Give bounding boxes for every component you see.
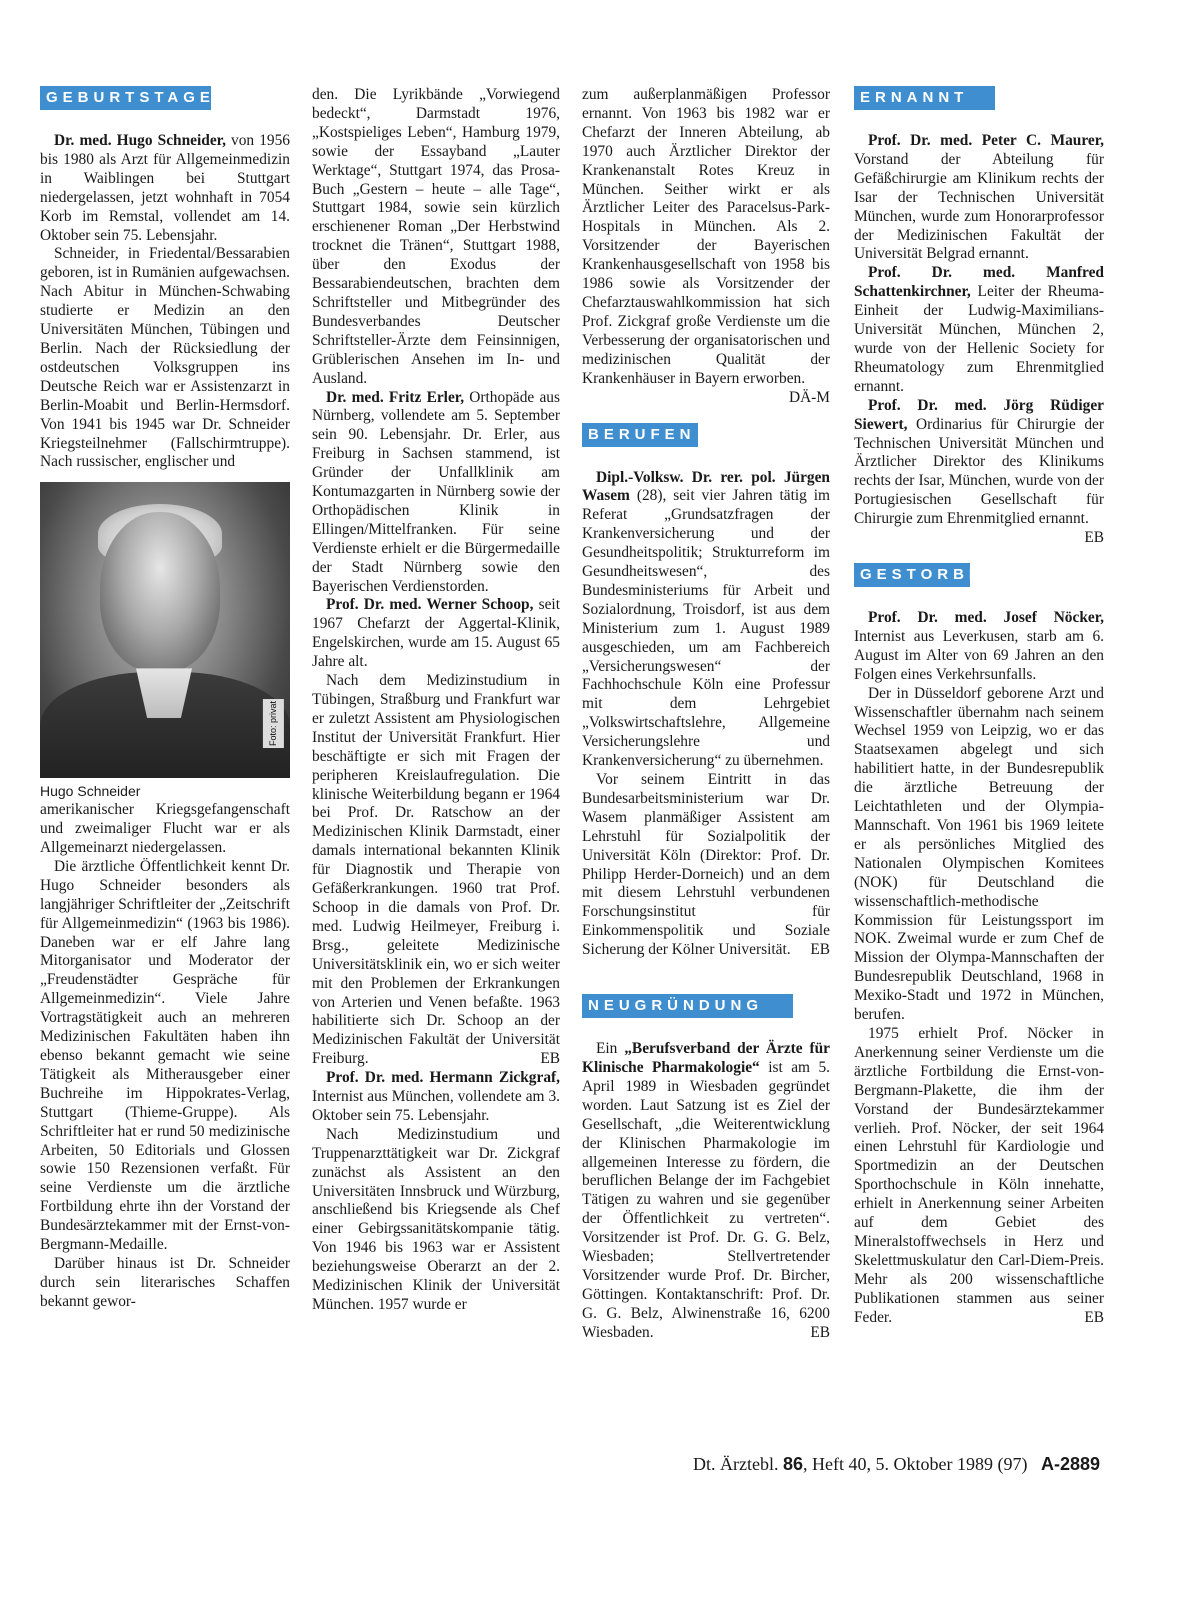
spacer — [582, 960, 830, 994]
person-name: Prof. Dr. med. Peter C. Maurer, — [868, 132, 1104, 149]
paragraph — [854, 1025, 1104, 1328]
photo-credit: Foto: privat — [263, 699, 284, 748]
paragraph: Nach Medizinstudium und Truppenarzttätigkeit war Dr. Zickgraf zunächst als Assistent an den Universitäten Innsbruck und Würzburg, anschließend bis Kriegsende als Chef einer Gebirgssanitätskompanie tätig. Von 1946 bis 1963 war er Assistent beziehungsweise Oberarzt an der 2. Medizinischen Klinik der Universität München. 1957 wurde er — [312, 1125, 560, 1313]
paragraph-text: Nach dem Medizinstudium in Tübingen, Straßburg und Frankfurt war er zuletzt Assistent am Physiologischen Institut der Universität Frankfurt. Hier beschäftigte er sich mit Fragen der peripheren Kreislaufregulation. Die klinische Weiterbildung begann er 1964 bei Prof. Dr. Ratschow an der Medizinischen Klinik Darmstadt, einer damals international bekannten Klinik für Diagnostik und Therapie von Gefäßerkrankungen. 1960 trat Prof. Schoop in die damals von Prof. Dr. med. Ludwig Heilmeyer, Freiburg i. Brsg., geleitete Medizinische Universitätsklinik ein, wo er sich weiter mit den Problemen der Erkrankungen von Arterien und Venen befaßte. 1963 habilitierte sich Dr. Schoop an der Medizinischen Fakultät der Universität Freiburg. — [312, 672, 560, 1068]
person-name: Dr. med. Hugo Schneider, — [54, 132, 226, 149]
paragraph: Der in Düsseldorf geborene Arzt und Wissenschaftler übernahm nach seinem Wechsel 1959 von Leipzig, wo er das Staatsexamen abgelegt und sich habilitiert hatte, in der Bundesrepublik die ärztliche Betreuung der Leichtathleten und der Olympia-Mannschaft. Von 1961 bis 1969 leitete er als persönliches Mitglied des Nationalen Olympischen Komitees (NOK) für Deutschland die wissenschaftlich-methodische Kommission für Leistungssport im NOK. Zweimal wurde er zum Chef de Mission der Olympa-Mannschaften der Bundesrepublik Deutschland, 1968 in Mexiko-Stadt und 1972 in München, berufen. — [854, 684, 1104, 1024]
person-name: Prof. Dr. med. Josef Nöcker, — [868, 609, 1104, 627]
paragraph — [40, 132, 290, 245]
paragraph: Schneider, in Friedental/Bessarabien geboren, ist in Rumänien aufgewachsen. Nach Abitur in München-Schwabing studierte er Medizin an den Universitäten München, Tübingen und Berlin. Nach der Rücksiedlung der ostdeutschen Volksgruppen ins Deutsche Reich war er Assistenzarzt in Berlin-Moabit und Berlin-Hermsdorf. Von 1941 bis 1945 war Dr. Schneider Kriegsteilnehmer (Fallschirmtruppe). Nach russischer, englischer und — [40, 245, 290, 471]
section-header-neugruendung: NEUGRÜNDUNG — [582, 994, 793, 1018]
paragraph-text: seit 1967 Chefarzt der Aggertal-Klinik, Engelskirchen, wurde am 15. August 65 Jahre alt. — [312, 596, 560, 671]
section-header-ernannt: ERNANNT — [854, 86, 995, 110]
author-signature: EB — [810, 1323, 830, 1341]
author-signature: EB — [540, 1050, 560, 1068]
paragraph — [582, 771, 830, 960]
paragraph — [582, 469, 830, 772]
person-name: Prof. Dr. med. Werner Schoop, — [326, 596, 534, 614]
paragraph — [854, 264, 1104, 396]
person-name: Prof. Dr. med. Manfred Schattenkirchner, — [854, 264, 1104, 301]
paragraph: amerikanischer Kriegsgefangenschaft und zweimaliger Flucht war er als Allgemeinarzt niedergelassen. — [40, 801, 290, 857]
author-signature: DÄ-M — [788, 388, 830, 406]
author-signature: EB — [1084, 529, 1104, 547]
paragraph — [312, 672, 560, 1069]
paragraph-text: 1975 erhielt Prof. Nöcker in Anerkennung seiner Verdienste um die ärztliche Fortbildung die Ernst-von-Bergmann-Plakette, die ihm der Vorstand der Bundesärztekammer verlieh. Prof. Nöcker, der seit 1964 einen Lehrstuhl für Kardiologie und Sportmedizin an der Deutschen Sporthochschule in Köln innehatte, erhielt in Anerkennung seiner Arbeiten auf dem Gebiet des Mineralstoffwechsels in Herz und Skelettmuskulatur den Carl-Diem-Preis. Mehr als 200 wissenschaftliche Publikationen stammen aus seiner Feder. — [854, 1024, 1104, 1326]
column-4 — [854, 86, 1104, 1327]
photo-caption: Hugo Schneider — [40, 783, 141, 800]
page-footer — [693, 1454, 1100, 1475]
paragraph: Darüber hinaus ist Dr. Schneider durch sein literarisches Schaffen bekannt gewor- — [40, 1254, 290, 1310]
person-name: Dipl.-Volksw. Dr. rer. pol. Jürgen Wasem — [582, 468, 830, 505]
portrait-photo — [40, 482, 290, 778]
paragraph-text: Internist aus München, vollendete am 3. Oktober sein 75. Lebensjahr. — [312, 1088, 560, 1124]
column-3 — [582, 86, 830, 1343]
journal-name: Dt. Ärztebl. — [692, 1454, 783, 1474]
paragraph-text: von 1956 bis 1980 als Arzt für Allgemeinmedizin in Waiblingen bei Stuttgart niedergelassen, jetzt wohnhaft in 7054 Korb im Remstal, vollendet am 14. Oktober sein 75. Lebensjahr. — [40, 132, 290, 244]
paragraph — [582, 86, 830, 406]
person-name: Prof. Dr. med. Jörg Rüdiger Siewert, — [854, 396, 1104, 433]
paragraph-text: Leiter der Rheuma-Einheit der Ludwig-Maximilians-Universität München, München 2, wurde von der Hellenic Society for Rheumatology zum Ehrenmitglied ernannt. — [854, 283, 1104, 395]
paragraph — [854, 609, 1104, 685]
paragraph — [312, 389, 560, 597]
column-2 — [312, 86, 560, 1315]
paragraph — [312, 1069, 560, 1126]
section-header-geburtstage: GEBURTSTAGE — [40, 86, 211, 110]
page-number: A-2889 — [1040, 1454, 1100, 1474]
paragraph-text: Vor seinem Eintritt in das Bundesarbeitsministerium war Dr. Wasem planmäßiger Assistent am Lehrstuhl für Sozialpolitik der Universität Köln (Direktor: Prof. Dr. Philipp Herder-Dorneich) und an dem mit diesem Lehrstuhl verbundenen Forschungsinstitut für Einkommenspolitik und Soziale Sicherung der Kölner Universität. — [582, 771, 830, 959]
paragraph: Die ärztliche Öffentlichkeit kennt Dr. Hugo Schneider besonders als langjähriger Schriftleiter der „Zeitschrift für Allgemeinmedizin“ (1963 bis 1986). Daneben war er elf Jahre lang Mitorganisator und Moderator der „Freudenstädter Gespräche für Allgemeinmedizin“. Viele Jahre Vortragstätigkeit auch an mehreren Medizinischen Fakultäten haben ihn ebenso bekannt gemacht wie seine Tätigkeit als Mitherausgeber einer Buchreihe im Hippokrates-Verlag, Stuttgart (Thieme-Gruppe). Als Schriftleiter hat er rund 50 medizinische Arbeiten, 50 Editorials und Glossen sowie 150 Rezensionen verfaßt. Für seine Verdienste um die ärztliche Fortbildung ehrte ihn der Vorstand der Bundesärztekammer mit der Ernst-von-Bergmann-Medaille. — [40, 857, 290, 1254]
author-signature: EB — [1084, 1308, 1104, 1326]
paragraph-text: Orthopäde aus Nürnberg, vollendete am 5. September sein 90. Lebensjahr. Dr. Erler, aus Freiburg in Sachsen stammend, ist Gründer der Unfallklinik am Kontumazgarten in Nürnberg sowie der Orthopädischen Klinik in Ellingen/Mittelfranken. Für seine Verdienste erhielt er die Bürgermedaille der Stadt Nürnberg sowie den Bayerischen Verdienstorden. — [312, 388, 560, 595]
paragraph — [582, 1040, 830, 1343]
person-name: Prof. Dr. med. Hermann Zickgraf, — [326, 1069, 560, 1087]
paragraph-text: Vorstand der Abteilung für Gefäßchirurgie am Klinikum rechts der Isar der Technischen Universität München, wurde zum Honorarprofessor der Medizinischen Fakultät der Universität Belgrad ernannt. — [854, 150, 1104, 263]
paragraph-text: zum außerplanmäßigen Professor ernannt. Von 1963 bis 1982 war er Chefarzt der Inneren Abteilung, ab 1970 auch Ärztlicher Direktor der Krankenanstalt Rotes Kreuz in München. Seither wirkt er als Ärztlicher Leiter des Paracelsus-Park-Hospitals in München. Als 2. Vorsitzender der Bayerischen Krankenhausgesellschaft von 1958 bis 1986 sowie als Vorsitzender der Chefarztauswahlkommission hat sich Prof. Zickgraf große Verdienste um die Verbesserung der organisatorischen und medizinischen Qualität der Krankenhäuser in Bayern erworben. — [582, 86, 830, 387]
issue-info: , Heft 40, 5. Oktober 1989 (97) — [802, 1454, 1028, 1474]
column-1 — [40, 86, 290, 1312]
photo-head — [100, 512, 220, 672]
paragraph-text: Ordinarius für Chirurgie der Technischen Universität München und Ärztlicher Direktor des Klinikums rechts der Isar, München, wurde von der Portugiesischen Gesellschaft für Chirurgie zum Ehrenmitglied ernannt. — [854, 415, 1104, 528]
organization-name: „Berufsverband der Ärzte für Klinische Pharmakologie“ — [582, 1040, 830, 1076]
person-name: Dr. med. Fritz Erler, — [326, 388, 465, 406]
author-signature: EB — [810, 941, 830, 959]
section-header-berufen: BERUFEN — [582, 423, 698, 447]
paragraph — [854, 132, 1104, 264]
section-header-gestorben: GESTORBEN — [854, 563, 970, 587]
paragraph-text: (28), seit vier Jahren tätig im Referat „Grundsatzfragen der Krankenversicherung und der Gesundheitspolitik; Strukturreform im Gesundheitswesen“, des Bundesministeriums für Arbeit und Sozialordnung, Troisdorf, ist aus dem Ministerium zum 1. August 1989 ausgeschieden, um am Fachbereich „Versicherungswesen“ der Fachhochschule Köln eine Professur mit dem Lehrgebiet „Volkswirtschaftslehre, Allgemeine Versicherungslehre und Krankenversicherung“ zu übernehmen. — [582, 487, 830, 770]
spacer — [854, 529, 1104, 563]
paragraph-text: Internist aus Leverkusen, starb am 6. August im Alter von 69 Jahren an den Folgen eines Verkehrsunfalls. — [854, 627, 1104, 683]
volume-number: 86 — [782, 1454, 803, 1474]
paragraph-text: ist am 5. April 1989 in Wiesbaden gegründet worden. Laut Satzung ist es Ziel der Gesellschaft, „die Weiterentwicklung der Klinischen Pharmakologie im allgemeinen Interesse zu fördern, die beruflichen Belange der im Fachgebiet Tätigen zu wahren und sie gegenüber der Öffentlichkeit zu vertreten“. Vorsitzender ist Prof. Dr. G. G. Belz, Wiesbaden; Stellvertretender Vorsitzender wurde Prof. Dr. Bircher, Göttingen. Kontaktanschrift: Prof. Dr. G. G. Belz, Alwinenstraße 16, 6200 Wiesbaden. — [582, 1058, 830, 1341]
paragraph — [312, 596, 560, 672]
paragraph — [854, 396, 1104, 547]
paragraph: den. Die Lyrikbände „Vorwiegend bedeckt“, Darmstadt 1976, „Kostspieliges Leben“, Hamburg 1979, sowie der Essayband „Lauter Werktage“, Stuttgart 1974, das Prosa-Buch „Gestern – heute – alle Tage“, Stuttgart 1984, sowie sein kürzlich erschienener Roman „Der Herbstwind trocknet die Tränen“, Stuttgart 1988, über den Exodus der Bessarabiendeutschen, brachten dem Schriftsteller und Mitbegründer des Bundesverbandes Deutscher Schriftsteller-Ärzte dem Feinsinnigen, Grüblerischen Ansehen im In- und Ausland. — [312, 86, 560, 387]
paragraph-text: Ein — [596, 1040, 625, 1058]
